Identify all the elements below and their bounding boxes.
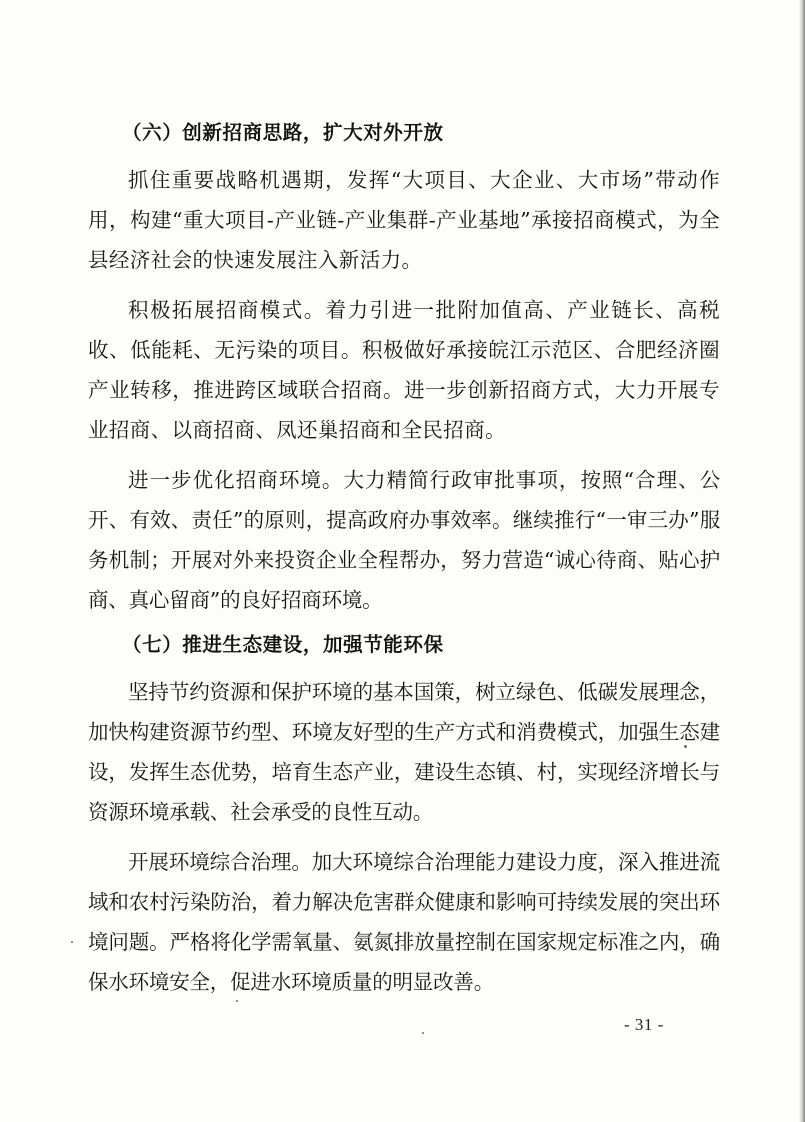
section-heading-6: （六）创新招商思路，扩大对外开放 <box>122 121 444 144</box>
paragraph-optimize-environment: 进一步优化招商环境。大力精简行政审批事项，按照“合理、公开、有效、责任”的原则，提高政府办事效率。继续推行“一审三办”服务机制；开展对外来投资企业全程帮办，努力营造“诚心待商、贴心护商、真心留商”的良好招商环境。 <box>88 468 720 612</box>
page-number: - 31 - <box>624 1015 664 1034</box>
section-heading-7: （七）推进生态建设，加强节能环保 <box>122 633 444 656</box>
scan-speck <box>71 941 73 943</box>
paragraph-environment-governance: 开展环境综合治理。加大环境综合治理能力建设力度，深入推进流域和农村污染防治，着力解决危害群众健康和影响可持续发展的突出环境问题。严格将化学需氧量、氨氮排放量控制在国家规定标准之内，确保水环境安全，促进水环境质量的明显改善。 <box>88 850 720 994</box>
paragraph-ecological-policy: 坚持节约资源和保护环境的基本国策，树立绿色、低碳发展理念，加快构建资源节约型、环境友好型的生产方式和消费模式，加强生态建设，发挥生态优势，培育生态产业，建设生态镇、村，实现经济增长与资源环境承载、社会承受的良性互动。 <box>88 680 720 824</box>
paragraph-strategic-opportunity: 抓住重要战略机遇期，发挥“大项目、大企业、大市场”带动作用，构建“重大项目-产业链-产业集群-产业基地”承接招商模式，为全县经济社会的快速发展注入新活力。 <box>88 168 720 272</box>
scan-speck <box>422 1032 424 1034</box>
scan-speck <box>236 1000 238 1002</box>
page-body <box>88 116 720 1002</box>
paragraph-expand-investment-mode: 积极拓展招商模式。着力引进一批附加值高、产业链长、高税收、低能耗、无污染的项目。积极做好承接皖江示范区、合肥经济圈产业转移，推进跨区域联合招商。进一步创新招商方式，大力开展专业招商、以商招商、凤还巢招商和全民招商。 <box>88 298 720 442</box>
scan-speck <box>684 745 687 748</box>
